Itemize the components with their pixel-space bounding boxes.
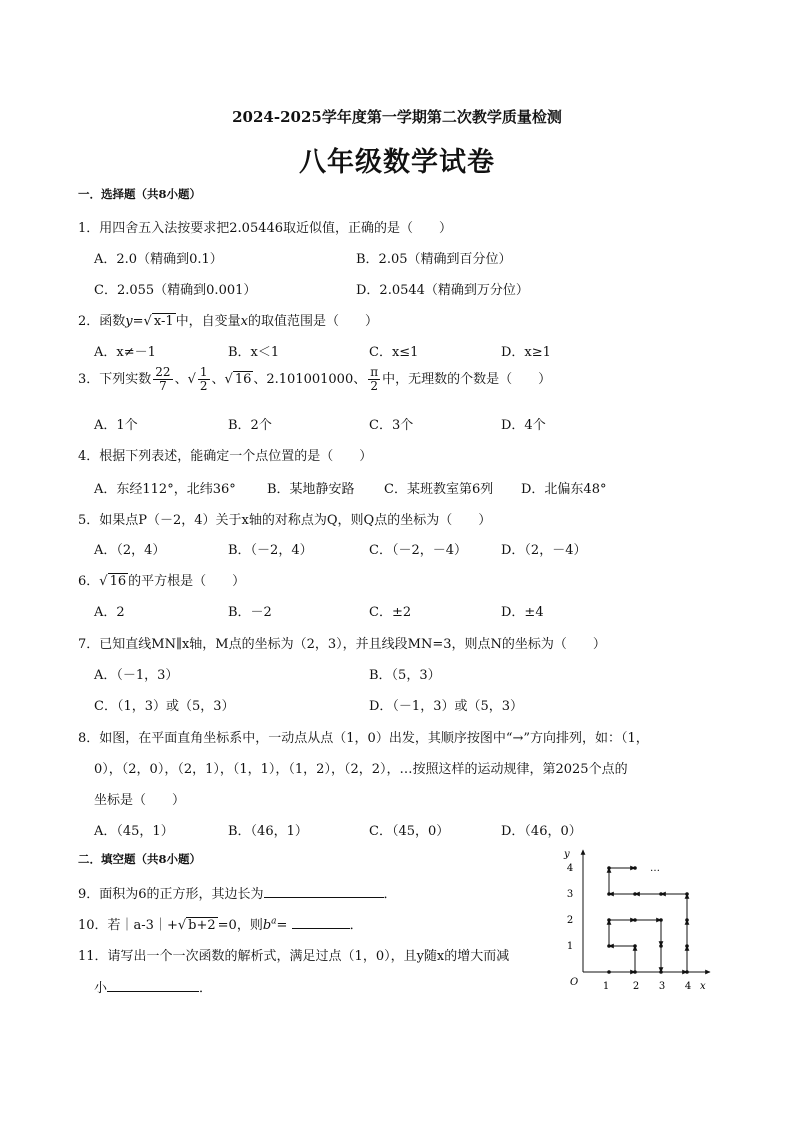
path-point (633, 892, 637, 896)
question-4: 4．根据下列表述，能确定一个点位置的是（ ） (78, 449, 373, 464)
y-tick-2: 2 (566, 915, 574, 926)
y-axis-label: y (564, 849, 570, 860)
q3-suffix: 中，无理数的个数是（ ） (382, 372, 552, 387)
q8-coordinate-graph (558, 845, 718, 995)
q7-option-b[interactable]: B．（5，3） (369, 668, 441, 683)
q7-option-c[interactable]: C．（1，3）或（5，3） (94, 699, 235, 714)
q1-option-a[interactable]: A．2.0（精确到0.1） (94, 252, 223, 267)
q3-f2-num: 1 (199, 365, 208, 379)
path-point (633, 970, 637, 974)
question-8-line2: 0），（2，0），（2，1），（1，1），（1，2），（2，2），…按照这样的运动规律，第2025个点的 (94, 762, 628, 777)
graph-ellipsis: … (650, 863, 660, 874)
q10-sqrt: √ b+2 (177, 918, 216, 933)
path-point (685, 970, 689, 974)
movement-path (607, 866, 689, 974)
x-tick-2: 2 (632, 981, 640, 992)
q9-end: ． (383, 887, 397, 902)
q11-line2-text: 小 (94, 981, 108, 996)
q2-option-b[interactable]: B．x＜1 (228, 345, 280, 360)
path-point (685, 892, 689, 896)
x-tick-4: 4 (684, 981, 692, 992)
q10-radicand: b+2 (188, 918, 216, 933)
path-point (633, 918, 637, 922)
question-8-line3: 坐标是（ ） (94, 793, 186, 808)
exam-title: 八年级数学试卷 (299, 147, 495, 178)
exam-header: 2024-2025学年度第一学期第二次教学质量检测 (232, 108, 562, 126)
q9-answer-blank[interactable] (264, 885, 384, 898)
q3-fraction-pi-2 (368, 366, 380, 393)
q5-option-b[interactable]: B．（－2，4） (228, 543, 313, 558)
question-1: 1．用四舍五入法按要求把2.05446取近似值，正确的是（ ） (78, 221, 453, 236)
q2-option-c[interactable]: C．x≤1 (369, 345, 419, 360)
q3-prefix: 3．下列实数 (78, 372, 152, 387)
question-9 (78, 883, 397, 902)
q3-sqrt-half: √ $\frac{1}{2}$ (187, 365, 208, 393)
question-7: 7．已知直线MN∥x轴，M点的坐标为（2，3），并且线段MN=3，则点N的坐标为（ ） (78, 637, 606, 652)
q10-end: ． (349, 918, 363, 933)
q4-option-c[interactable]: C．某班教室第6列 (384, 482, 494, 497)
q3-option-b[interactable]: B．2个 (228, 418, 272, 433)
q5-option-a[interactable]: A．（2，4） (94, 543, 166, 558)
question-8-line1: 8．如图，在平面直角坐标系中，一动点从点（1，0）出发，其顺序按图中“→”方向排列，如：（1， (78, 731, 649, 746)
q3-fraction-1-2 (198, 366, 210, 393)
q6-option-d[interactable]: D．±4 (501, 605, 544, 620)
q6-suffix: 的平方根是（ ） (128, 574, 246, 589)
q6-radicand: 16 (109, 574, 127, 589)
q2-var-y: y (125, 314, 133, 329)
q10-exponent-a: a (271, 916, 277, 927)
q4-option-d[interactable]: D．北偏东48° (521, 482, 607, 497)
q3-f4-num: π (370, 365, 379, 379)
q6-sqrt: √ 16 (99, 574, 127, 589)
q2-var-x: x (240, 314, 248, 329)
q3-f2-den: 2 (199, 379, 208, 393)
path-point (633, 944, 637, 948)
q4-option-b[interactable]: B．某地静安路 (267, 482, 355, 497)
q8-option-c[interactable]: C．（45，0） (369, 824, 450, 839)
path-point (659, 944, 663, 948)
q5-option-d[interactable]: D．（2，－4） (501, 543, 587, 558)
path-point (659, 918, 663, 922)
section-fill-heading: 二．填空题（共8小题） (78, 852, 202, 866)
question-5: 5．如果点P（－2，4）关于x轴的对称点为Q，则Q点的坐标为（ ） (78, 513, 492, 528)
q6-option-a[interactable]: A．2 (94, 605, 125, 620)
q2-suffix: 中，自变量 (175, 314, 241, 329)
question-2 (78, 310, 378, 329)
path-point (607, 944, 611, 948)
q9-text: 9．面积为6的正方形，其边长为 (78, 887, 264, 902)
question-11-line2 (94, 977, 212, 996)
q11-answer-blank[interactable] (107, 979, 199, 992)
q2-option-d[interactable]: D．x≥1 (501, 345, 551, 360)
q11-end: ． (199, 981, 213, 996)
q1-option-b[interactable]: B．2.05（精确到百分位） (356, 252, 512, 267)
q3-sep2: 、 (211, 372, 225, 387)
path-point (659, 970, 663, 974)
question-10 (78, 914, 363, 933)
x-tick-1: 1 (602, 981, 610, 992)
q8-option-d[interactable]: D．（46，0） (501, 824, 582, 839)
q2-radicand: x-1 (153, 314, 174, 329)
q3-option-c[interactable]: C．3个 (369, 418, 414, 433)
q3-sqrt-16: √ 16 (224, 372, 252, 387)
q1-option-c[interactable]: C．2.055（精确到0.001） (94, 283, 257, 298)
q5-option-c[interactable]: C．（－2，－4） (369, 543, 467, 558)
q3-sep1: 、 (174, 372, 188, 387)
q3-sep3: 、2.101001000、 (253, 372, 367, 387)
q10-eq: = (276, 918, 288, 933)
path-point (633, 866, 637, 870)
x-axis-label: x (700, 981, 706, 992)
q2-suffix2: 的取值范围是（ ） (247, 314, 378, 329)
path-point (685, 944, 689, 948)
q1-option-d[interactable]: D．2.0544（精确到万分位） (356, 283, 529, 298)
path-point (607, 866, 611, 870)
q3-option-a[interactable]: A．1个 (94, 418, 138, 433)
q6-option-c[interactable]: C．±2 (369, 605, 412, 620)
q6-option-b[interactable]: B．－2 (228, 605, 272, 620)
q3-f1-den: 7 (159, 379, 167, 393)
question-11-line1: 11．请写出一个一次函数的解析式，满足过点（1，0），且y随x的增大而减 (78, 949, 510, 964)
question-6 (78, 570, 245, 589)
q8-option-b[interactable]: B．（46，1） (228, 824, 308, 839)
y-tick-4: 4 (566, 863, 574, 874)
y-tick-3: 3 (566, 889, 574, 900)
origin-label: O (570, 977, 579, 988)
path-point (607, 892, 611, 896)
q6-prefix: 6． (78, 574, 100, 589)
y-tick-1: 1 (566, 941, 574, 952)
q3-fraction-22-7 (153, 366, 172, 393)
q10-prefix: 10．若｜a-3｜+ (78, 918, 178, 933)
question-3 (78, 366, 551, 393)
x-tick-3: 3 (658, 981, 666, 992)
q7-option-a[interactable]: A．（－1，3） (94, 668, 179, 683)
q2-prefix: 2．函数 (78, 314, 126, 329)
q10-answer-blank[interactable] (292, 916, 350, 929)
q8-option-a[interactable]: A．（45，1） (94, 824, 174, 839)
path-point (607, 970, 611, 974)
q10-base-b: b (262, 918, 272, 933)
q3-f1-num: 22 (155, 365, 171, 379)
q7-option-d[interactable]: D．（－1，3）或（5，3） (369, 699, 524, 714)
q4-option-a[interactable]: A．东经112°，北纬36° (94, 482, 236, 497)
q3-option-d[interactable]: D．4个 (501, 418, 546, 433)
path-point (659, 892, 663, 896)
path-point (607, 918, 611, 922)
q2-eq: = (132, 314, 144, 329)
q3-radicand: 16 (234, 372, 252, 387)
q2-option-a[interactable]: A．x≠－1 (94, 345, 156, 360)
q10-mid: =0，则 (217, 918, 263, 933)
q3-f4-den: 2 (370, 379, 378, 393)
path-point (685, 918, 689, 922)
section-choice-heading: 一．选择题（共8小题） (78, 187, 202, 201)
q2-sqrt: √ x-1 (143, 314, 174, 329)
